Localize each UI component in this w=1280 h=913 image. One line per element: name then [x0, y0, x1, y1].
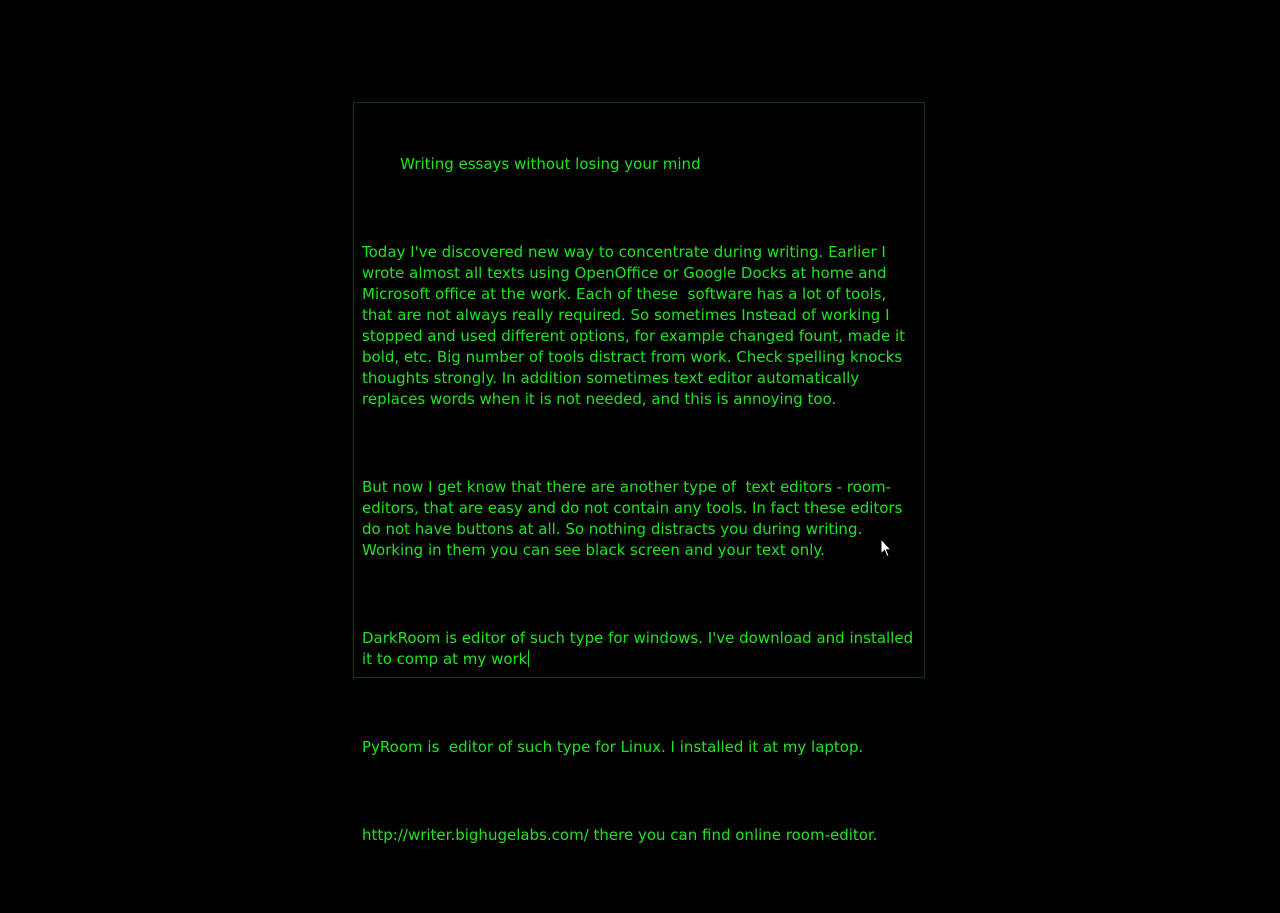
arrow-cursor-icon [880, 538, 892, 558]
editor-pane[interactable] [353, 102, 925, 844]
text-caret [528, 650, 529, 667]
paragraph: But now I get know that there are another type of text editors - room-editors, that are easy and do not contain any tools. In fact these editors do not have buttons at all. So nothing distracts you during writing. Working in them you can see black screen and your text only. [362, 478, 908, 559]
paragraph: PyRoom is editor of such type for Linux. I installed it at my laptop. [362, 738, 864, 756]
text-editing-area[interactable] [362, 112, 918, 913]
paragraph-with-caret [362, 628, 918, 670]
status-bar [353, 682, 925, 698]
paragraph: DarkRoom is editor of such type for windows. I've download and installed it to comp at my work [362, 629, 918, 668]
document-title: Writing essays without losing your mind [362, 155, 701, 173]
paragraph: Today I've discovered new way to concentrate during writing. Earlier I wrote almost all texts using OpenOffice or Google Docks at home and Microsoft office at the work. Each of these software has a lot of tools, that are not always really required. So sometimes Instead of working I stopped and used different options, for example changed fount, made it bold, etc. Big number of tools distract from work. Check spelling knocks thoughts strongly. In addition sometimes text editor automatically replaces words when it is not needed, and this is annoying too. [362, 243, 910, 408]
paragraph: http://writer.bighugelabs.com/ there you can find online room-editor. [362, 826, 878, 844]
